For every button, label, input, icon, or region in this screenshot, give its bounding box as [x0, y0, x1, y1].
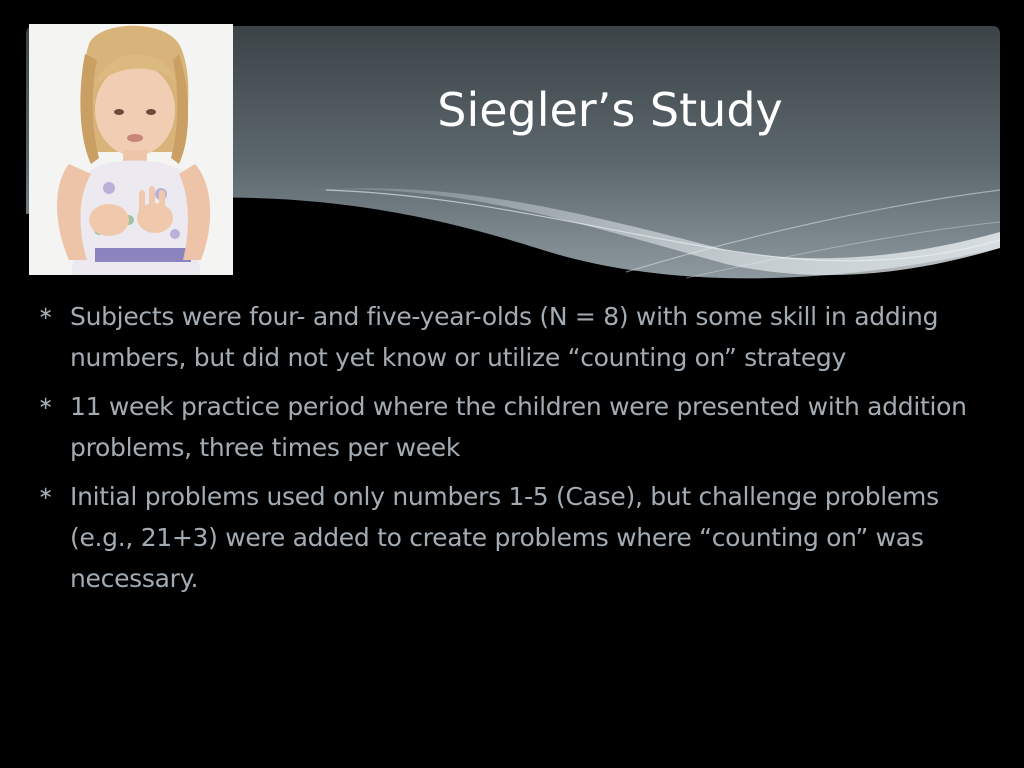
bullet-item: [38, 386, 988, 468]
bullet-item: [38, 296, 988, 378]
child-counting-fingers-photo: [29, 24, 233, 275]
slide-title: Siegler’s Study: [437, 83, 783, 137]
bullet-text: Subjects were four- and five-year-olds (N = 8) with some skill in adding numbers, but did not yet know or utilize “counting on” strategy: [70, 302, 939, 372]
asterisk-bullet-icon: ∗: [38, 483, 54, 504]
bullet-text: 11 week practice period where the children were presented with addition problems, three times per week: [70, 392, 967, 462]
bullet-text: Initial problems used only numbers 1-5 (Case), but challenge problems (e.g., 21+3) were added to create problems where “counting on” was necessary.: [70, 482, 939, 593]
asterisk-bullet-icon: ∗: [38, 393, 54, 414]
asterisk-bullet-icon: ∗: [38, 303, 54, 324]
bullet-list: [38, 296, 988, 607]
bullet-item: [38, 476, 988, 599]
